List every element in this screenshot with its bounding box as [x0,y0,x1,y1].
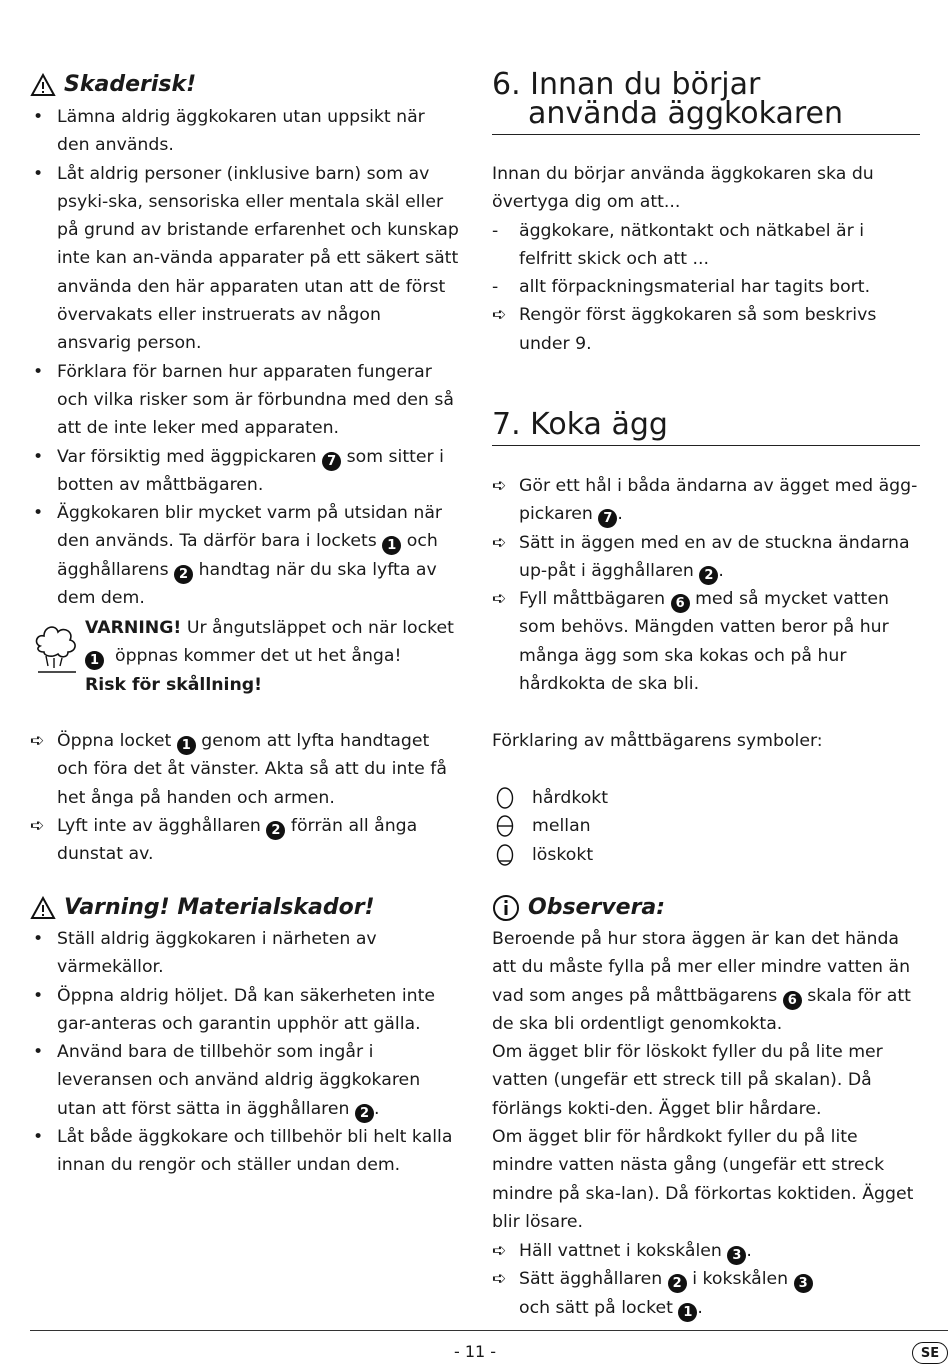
symbol-hard: hårdkokt [492,784,922,812]
warning-label: VARNING! [85,618,182,638]
step-item: ➪ Sätt in äggen med en av de stuckna ändarna up-påt i ägghållaren 2 . [492,529,922,586]
list-item: • Låt både äggkokare och tillbehör bli helt kalla innan du rengör och ställer undan dem. [30,1123,460,1180]
note-paragraph: Om ägget blir för hårdkokt fyller du på lite mindre vatten nästa gång (ungefär ett streck mindre på ska-lan). Då förkortas koktiden. Ägget blir lösare. [492,1127,914,1232]
list-item: • Använd bara de tillbehör som ingår i leveransen och använd aldrig äggkokaren utan att först sätta in ägghållaren 2 . [30,1038,460,1123]
risk-list [30,103,460,612]
part-number-badge: 1 [85,651,104,670]
note-heading-text: Observera: [528,895,666,920]
egg-hard-icon [496,787,514,809]
part-number-badge: 6 [783,991,802,1010]
egg-soft-icon [496,844,514,866]
list-item: • Öppna aldrig höljet. Då kan säkerheten inte gar-anteras och garantin upphör att gälla. [30,982,460,1039]
part-number-badge: 1 [678,1303,697,1322]
note-paragraph: Om ägget blir för löskokt fyller du på lite mer vatten (ungefär ett streck till på skalan). Då förlängs kokti-den. Ägget blir hårdare. [492,1042,883,1119]
step-item: ➪ Öppna locket 1 genom att lyfta handtaget och föra det åt vänster. Akta så att du inte få het ånga på handen och armen. [30,727,460,812]
risk-heading-text: Skaderisk! [64,72,197,97]
steam-warning: VARNING! Ur ångutsläppet och när locket 1 öppnas kommer det ut het ånga! Risk för skållning! [30,614,460,699]
part-number-badge: 2 [668,1274,687,1293]
part-number-badge: 3 [794,1274,813,1293]
step-item: ➪ Fyll måttbägaren 6 med så mycket vatten som behövs. Mängden vatten beror på hur många ägg som ska kokas och på hur hårdkokta de ska bli. [492,585,922,698]
list-item: • Ställ aldrig äggkokaren i närheten av värmekällor. [30,925,460,982]
step-item: ➪ Lyft inte av ägghållaren 2 förrän all ånga dunstat av. [30,812,460,869]
list-item: • Äggkokaren blir mycket varm på utsidan när den används. Ta därför bara i lockets 1 och ägghållarens 2 handtag när du ska lyfta av dem dem. [30,499,460,612]
list-item: • Låt aldrig personer (inklusive barn) som av psyki-ska, sensoriska eller mentala skäl eller på grund av bristande erfarenhet och kunskap inte kan an-vända apparater på ett säkert sätt använda den här apparaten utan att de först övervakats eller instruerats av någon ansvarig person. [30,160,460,358]
part-number-badge: 7 [322,452,341,471]
section-6-intro: Innan du börjar använda äggkokaren ska du övertyga dig om att... [492,164,874,213]
note-paragraph: Beroende på hur stora äggen är kan det hända att du måste fylla på mer eller mindre vatten än vad som anges på måttbägarens 6 skala för att de ska bli ordentligt genomkokta. [492,929,911,1034]
section-7-steps [492,472,922,698]
part-number-badge: 3 [727,1246,746,1265]
part-number-badge: 2 [266,821,285,840]
step-item: ➪ Häll vattnet i kokskålen 3 . [492,1237,922,1265]
material-heading-text: Varning! Materialskador! [64,895,375,920]
warning-triangle-icon [30,73,56,97]
risk-heading [30,70,196,100]
final-steps [492,1237,922,1322]
steam-hazard-icon [32,616,80,676]
section-6-body [492,160,922,358]
part-number-badge: 1 [382,536,401,555]
info-icon [492,894,520,922]
part-number-badge: 1 [177,736,196,755]
language-badge: SE [912,1342,948,1364]
part-number-badge: 2 [699,566,718,585]
part-number-badge: 7 [598,509,617,528]
arrow-right-icon: ➪ [492,589,507,610]
symbol-medium: mellan [492,812,922,840]
part-number-badge: 6 [671,594,690,613]
step-item: ➪ Sätt ägghållaren 2 i kokskålen 3 och sätt på locket 1 . [492,1265,922,1322]
arrow-right-icon: ➪ [492,532,507,553]
egg-medium-icon [496,815,514,837]
symbols-intro: Förklaring av måttbägarens symboler: [492,731,823,751]
step-item: ➪ Rengör först äggkokaren så som beskrivs under 9. [492,301,922,358]
warning-triangle-icon [30,896,56,920]
list-item: • Förklara för barnen hur apparaten fungerar och vilka risker som är förbundna med den så att de inte leker med apparaten. [30,358,460,443]
symbol-soft: löskokt [492,841,922,869]
part-number-badge: 2 [355,1104,374,1123]
arrow-right-icon: ➪ [30,815,45,836]
material-list [30,925,460,1180]
arrow-right-icon: ➪ [492,1241,507,1261]
dash-item: - allt förpackningsmaterial har tagits bort. [492,277,871,298]
dash-item: - äggkokare, nätkontakt och nätkabel är i felfritt skick och att ... [492,220,865,269]
step-item: ➪ Gör ett hål i båda ändarna av ägget med ägg-pickaren 7 . [492,472,922,529]
list-item: • Var försiktig med äggpickaren 7 som sitter i botten av måttbägaren. [30,443,460,500]
page-number: - 11 - [453,1342,497,1361]
note-body [492,925,922,1236]
footer-divider [30,1330,948,1331]
warning-risk: Risk för skållning! [85,674,263,695]
arrow-right-icon: ➪ [492,1269,507,1290]
section-6-title: 6. Innan du börjar använda äggkokaren [492,70,920,135]
lid-steps [30,727,460,868]
material-heading [30,893,375,923]
arrow-right-icon: ➪ [492,476,507,496]
part-number-badge: 2 [174,565,193,584]
list-item: • Lämna aldrig äggkokaren utan uppsikt när den används. [30,103,460,160]
note-heading [492,893,665,923]
arrow-right-icon: ➪ [30,731,45,751]
arrow-right-icon: ➪ [492,305,507,326]
section-7-title: 7. Koka ägg [492,410,920,446]
symbols-legend [492,784,922,869]
